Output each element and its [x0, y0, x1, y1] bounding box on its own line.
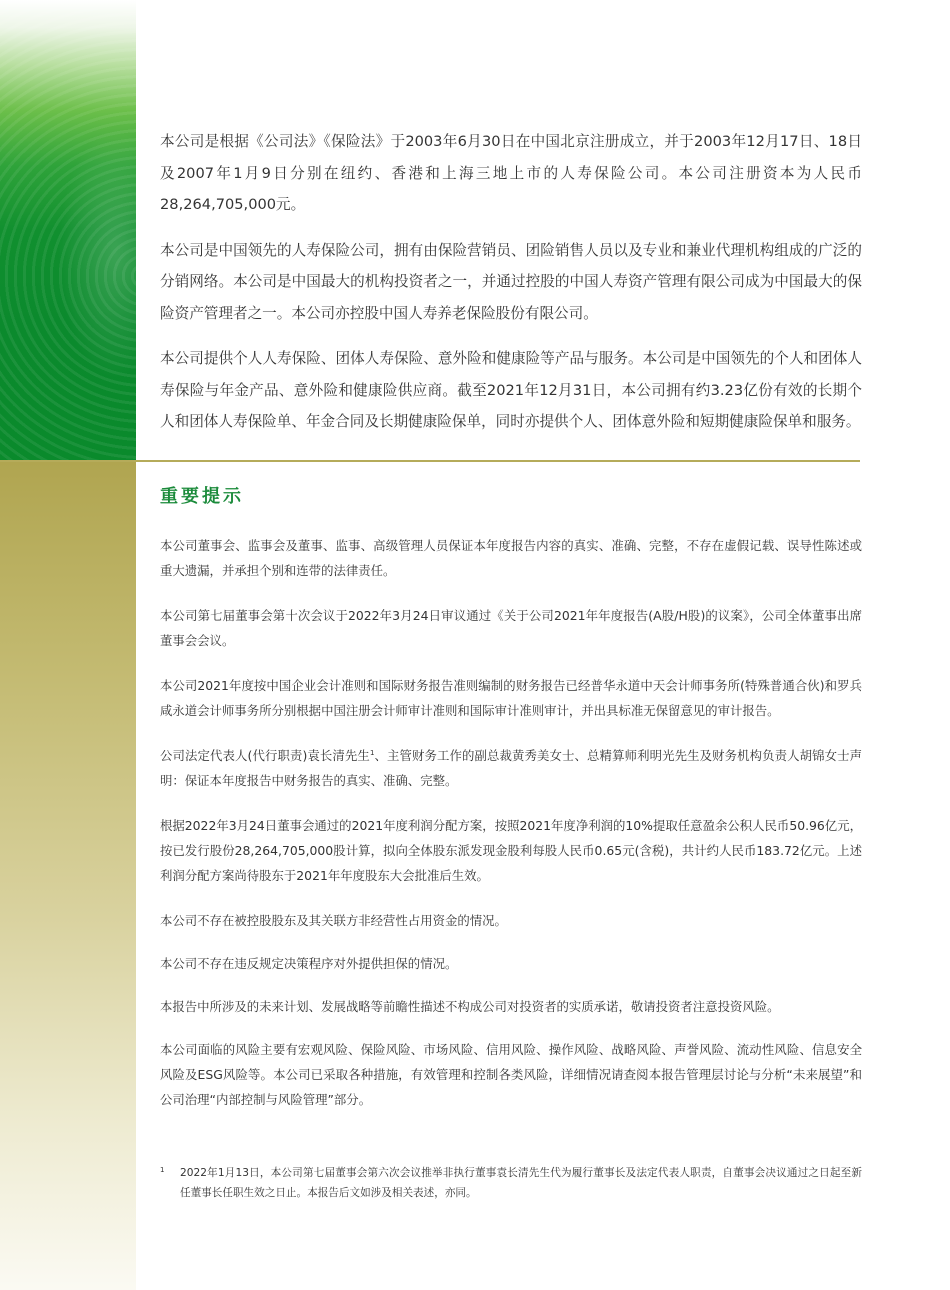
footnote: [160, 1163, 862, 1203]
intro-paragraph-1: 本公司是根据《公司法》《保险法》于2003年6月30日在中国北京注册成立，并于2003年12月17日、18日及2007年1月9日分别在纽约、香港和上海三地上市的人寿保险公司。本公司注册资本为人民币28,264,705,000元。: [160, 133, 862, 213]
company-intro: [160, 126, 862, 452]
olive-gradient-band: [0, 462, 136, 1290]
notice-paragraph-no-fund-occupation: 本公司不存在被控股股东及其关联方非经营性占用资金的情况。: [160, 913, 507, 928]
notice-paragraph-risks: 本公司面临的风险主要有宏观风险、保险风险、市场风险、信用风险、操作风险、战略风险、声誉风险、流动性风险、信息安全风险及ESG风险等。本公司已采取各种措施，有效管理和控制各类风险，详细情况请查阅本报告管理层讨论与分析“未来展望”和公司治理“内部控制与风险管理”部分。: [160, 1042, 862, 1107]
footnote-reference: 1: [369, 748, 375, 757]
declaration-text-before: 公司法定代表人(代行职责)袁长清先生: [160, 748, 370, 763]
notice-paragraph-no-guarantee: 本公司不存在违反规定决策程序对外提供担保的情况。: [160, 956, 458, 971]
notice-paragraph-audit: 本公司2021年度按中国企业会计准则和国际财务报告准则编制的财务报告已经普华永道中天会计师事务所(特殊普通合伙)和罗兵咸永道会计师事务所分别根据中国注册会计师审计准则和国际审计准则审计，并出具标准无保留意见的审计报告。: [160, 678, 862, 718]
important-notice-heading: 重要提示: [160, 486, 244, 507]
notice-paragraph-profit-distribution: 根据2022年3月24日董事会通过的2021年度利润分配方案，按照2021年度净利润的10%提取任意盈余公积人民币50.96亿元，按已发行股份28,264,705,000股计算，拟向全体股东派发现金股利每股人民币0.65元(含税)，共计约人民币183.72亿元。上述利润分配方案尚待股东于2021年年度股东大会批准后生效。: [160, 818, 862, 883]
notice-paragraph-board-approval: 本公司第七届董事会第十次会议于2022年3月24日审议通过《关于公司2021年年度报告(A股/H股)的议案》，公司全体董事出席董事会会议。: [160, 608, 862, 648]
footnote-text: 2022年1月13日，本公司第七届董事会第六次会议推举非执行董事袁长清先生代为履行董事长及法定代表人职责，自董事会决议通过之日起至新任董事长任职生效之日止。本报告后文如涉及相关表述，亦同。: [180, 1167, 862, 1199]
section-divider: [0, 460, 860, 462]
declaration-text-after: 、主管财务工作的副总裁黄秀美女士、总精算师利明光先生及财务机构负责人胡锦女士声明：保证本年度报告中财务报告的真实、准确、完整。: [160, 748, 863, 788]
notice-paragraph-declaration: [160, 743, 862, 793]
notice-paragraph-forward-looking: 本报告中所涉及的未来计划、发展战略等前瞻性描述不构成公司对投资者的实质承诺，敬请投资者注意投资风险。: [160, 999, 780, 1014]
intro-paragraph-3: 本公司提供个人人寿保险、团体人寿保险、意外险和健康险等产品与服务。本公司是中国领先的个人和团体人寿保险与年金产品、意外险和健康险供应商。截至2021年12月31日，本公司拥有约3.23亿份有效的长期个人和团体人寿保险单、年金合同及长期健康险保单，同时亦提供个人、团体意外险和短期健康险保单和服务。: [160, 350, 862, 430]
important-notice-body: [160, 533, 862, 1132]
green-wood-texture-band: [0, 0, 136, 460]
notice-paragraph-responsibility: 本公司董事会、监事会及董事、监事、高级管理人员保证本年度报告内容的真实、准确、完整，不存在虚假记载、误导性陈述或重大遗漏，并承担个别和连带的法律责任。: [160, 538, 862, 578]
footnote-mark: 1: [160, 1166, 165, 1174]
intro-paragraph-2: 本公司是中国领先的人寿保险公司，拥有由保险营销员、团险销售人员以及专业和兼业代理机构组成的广泛的分销网络。本公司是中国最大的机构投资者之一，并通过控股的中国人寿资产管理有限公司成为中国最大的保险资产管理者之一。本公司亦控股中国人寿养老保险股份有限公司。: [160, 241, 862, 322]
